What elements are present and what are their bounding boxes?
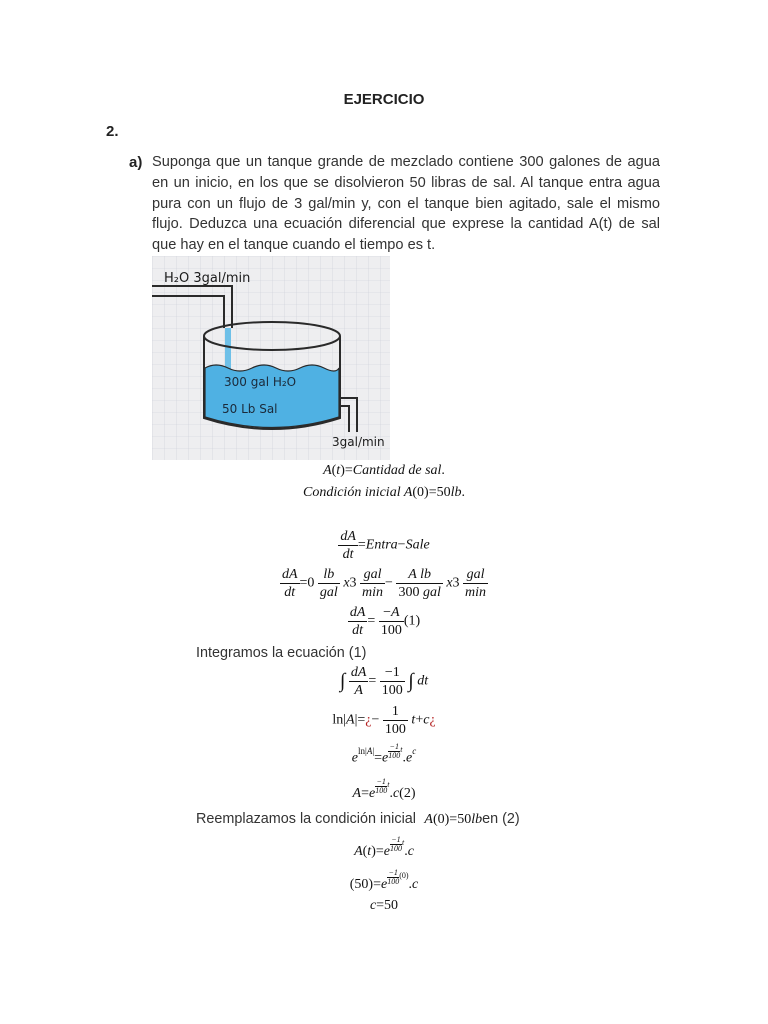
question-text: Suponga que un tanque grande de mezclado contiene 300 galones de agua en un inicio, en los que se disolvieron 50 libras de sal. Al tanque entra agua pura con un flujo de 3 gal/min y, con el tanque bien agitado, sale el mismo flujo. Deduzca una ecuación diferencial que exprese la cantidad A(t) de sal que hay en el tanque cuando el tiempo es t. (152, 154, 660, 254)
integrate-text: Integramos la ecuación (1) (196, 645, 367, 661)
replace-text-a: Reemplazamos la condición inicial (196, 811, 416, 827)
constant-value: c=50 (369, 898, 399, 913)
initial-condition: Condición inicial A(0)=50lb. (302, 485, 466, 500)
content-line-1: 300 gal H₂O (224, 375, 297, 389)
ode-1: $\frac{dA}{dt}$ = $\frac{-A}{100}$ (1) (349, 605, 421, 638)
content-line-2: 50 Lb Sal (222, 402, 278, 416)
log-equation: ln|A|=¿− $\frac{1}{100}$ t+c¿ (332, 704, 436, 737)
exponential-equation: $e^{ln|A|}=e$ $\frac{-1}{100}$ $^t.e^c$ (351, 741, 417, 766)
tank-drawing (152, 256, 390, 460)
rate-equation: $\frac{dA}{dt}$ =Entra−Sale (340, 529, 430, 562)
rate-expanded: $\frac{dA}{dt}$ =0 $\frac{lb}{\text{gal}}$ x3 $\frac{\text{gal}}{\min}$ − $\frac{\text{A lb}}{\text{300 gal}}$ x3 $\frac{\text{gal}}{\min}$ (281, 567, 487, 600)
solution-at: A(t)=e $\frac{-1}{100}$ $^t$.c (354, 835, 414, 859)
integral-equation: ∫ $\frac{dA}{A}$ = $\frac{-1}{100}$ ∫ dt (339, 665, 429, 698)
substitution: (50)=e $\frac{-1}{100}$ $^{(0)}$.c (349, 868, 419, 892)
general-solution-2: A=e $\frac{-1}{100}$ $^t$.c(2) (352, 777, 416, 801)
replace-line: Reemplazamos la condición inicial A(0)=50lben (2) (196, 811, 520, 827)
inlet-label: H₂O 3gal/min (164, 271, 251, 286)
page-title: EJERCICIO (343, 91, 425, 108)
question-label: a) (129, 154, 143, 171)
outlet-label: 3gal/min (332, 435, 385, 449)
definition-at: A(t)=Cantidad de sal. (323, 463, 445, 478)
replace-text-b: en (2) (482, 811, 520, 827)
exercise-number: 2. (106, 123, 119, 140)
